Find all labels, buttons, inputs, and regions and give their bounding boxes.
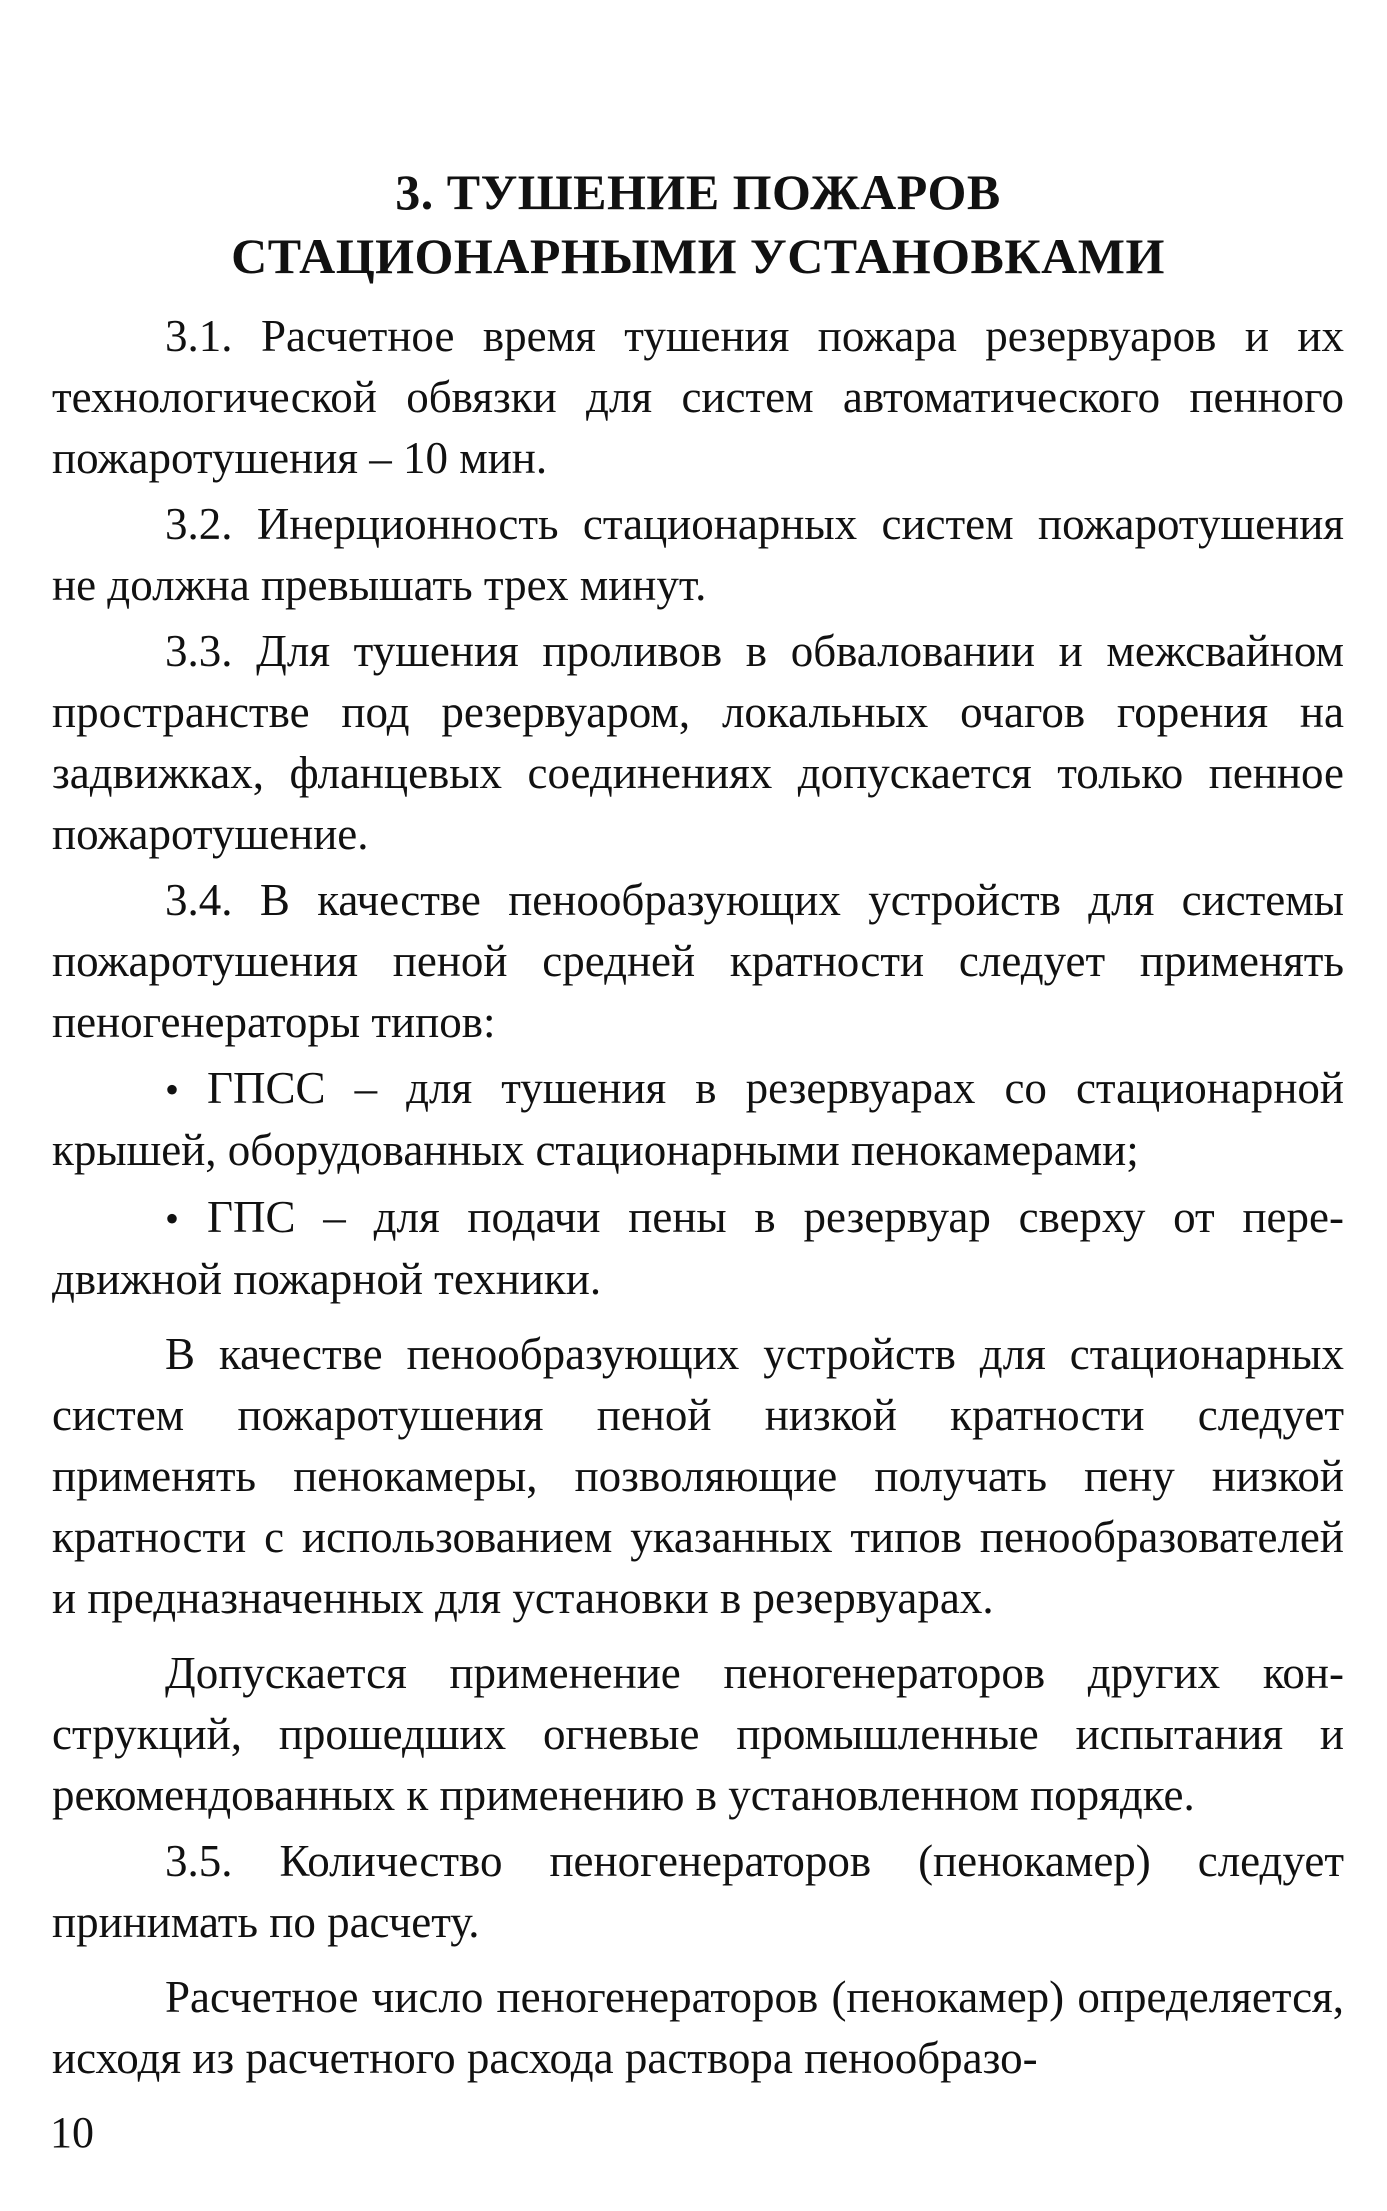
section-title (52, 160, 1344, 288)
paragraph-3-1: 3.1. Расчетное время тушения пожара резервуаров и их технологической обвязки для систем автоматического пенного пожаротушения – 10 мин. (52, 311, 1344, 483)
section-title-line-2: СТАЦИОНАРНЫМИ УСТАНОВКАМИ (231, 228, 1165, 284)
paragraph-other-generators-allowed: Допускается применение пеногенераторов других конструкций, прошедших огневые промышленные испытания и рекомендованных к применению в установленном порядке. (52, 1648, 1344, 1820)
section-title-line-1: 3. ТУШЕНИЕ ПОЖАРОВ (395, 164, 1001, 220)
paragraph-3-5: 3.5. Количество пеногенераторов (пенокамер) следует принимать по расчету. (52, 1836, 1344, 1947)
document-page (52, 160, 1344, 2094)
list-item (52, 1187, 1344, 1310)
paragraph-calculated-number: Расчетное число пеногенераторов (пенокамер) определяется, исходя из расчетного расхода раствора пенообразо- (52, 1972, 1344, 2083)
bullet-icon: • (165, 1067, 180, 1112)
list-item-text: ГПСС – для тушения в резервуарах со стационарной крышей, оборудованных стационарными пенокамерами; (52, 1063, 1344, 1175)
paragraph-3-4: 3.4. В качестве пенообразующих устройств для системы пожаротушения пеной средней кратности следует применять пеногенераторы типов: (52, 875, 1344, 1047)
list-item-text: ГПС – для подачи пены в резервуар сверху от передвижной пожарной техники. (52, 1192, 1344, 1304)
bullet-icon: • (165, 1196, 180, 1241)
paragraph-3-2: 3.2. Инерционность стационарных систем пожаротушения не должна превышать трех минут. (52, 499, 1344, 610)
page-number: 10 (50, 2108, 94, 2157)
list-item (52, 1058, 1344, 1181)
paragraph-3-3: 3.3. Для тушения проливов в обваловании и межсвайном пространстве под резервуаром, локальных очагов горения на задвижках, фланцевых соединениях допускается только пенное пожаротушение. (52, 626, 1344, 859)
foam-generator-type-list (52, 1058, 1344, 1310)
paragraph-low-expansion-foam: В качестве пенообразующих устройств для стационарных систем пожаротушения пеной низкой кратности следует применять пенокамеры, позволяющие получать пену низкой кратности с использованием указанных типов пенообразователей и предназначенных для установки в резервуарах. (52, 1329, 1344, 1623)
